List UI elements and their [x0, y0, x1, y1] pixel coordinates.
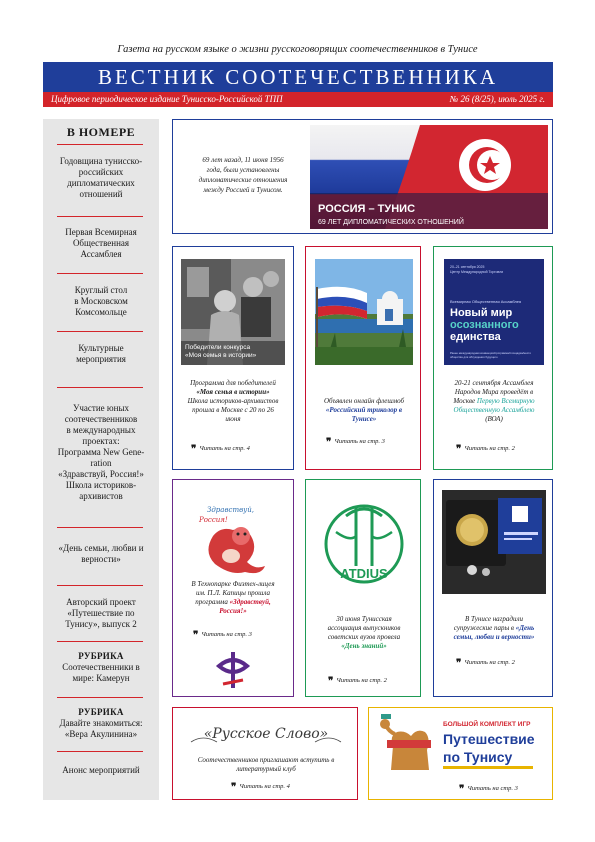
- svg-text:Здравствуй,: Здравствуй,: [207, 506, 254, 514]
- card7-text: Соотечественников приглашают вступить в литературный клуб: [197, 756, 335, 773]
- card4-text: В Технопарке Физтех-лицея им. П.Л. Капицы прошла программа «Здравствуй, Россия!»: [191, 580, 275, 615]
- publisher-line: Цифровое периодическое издание Тунисско-Российской ТПП: [51, 94, 283, 104]
- svg-text:Путешествие: Путешествие: [443, 731, 535, 747]
- overlay-line-1: Победители конкурса: [185, 344, 251, 351]
- issue-number: № 26 (8/25), июль 2025 г.: [449, 94, 545, 104]
- card-knowledge-day[interactable]: [305, 479, 421, 697]
- svg-text:Россия!: Россия!: [199, 516, 228, 524]
- svg-text:по Тунису: по Тунису: [443, 749, 513, 765]
- svg-text:ATDIUS: ATDIUS: [340, 566, 388, 581]
- card6-readmore[interactable]: ❞ Читать на стр. 2: [456, 658, 515, 669]
- card1-text: Программа для победителей «Моя семья в истории» Школа историков-архивистов прошла в Москве с 20 по 26 июня: [187, 379, 279, 423]
- banner-subtitle: 69 ЛЕТ ДИПЛОМАТИЧЕСКИХ ОТНОШЕНИЙ: [318, 219, 464, 226]
- sidebar-item-youth-projects[interactable]: Участие юных соотечественников в международных проектах: Программа New Gene- ration «Здравствуй, Россия!» Школа историков- архивистов: [57, 403, 145, 501]
- card3-readmore[interactable]: ❞ Читать на стр. 2: [456, 444, 515, 455]
- photo-medals: [442, 490, 546, 594]
- logo-atdius: [316, 492, 412, 592]
- card7-readmore[interactable]: ❞ Читать на стр. 4: [231, 782, 290, 793]
- card-literary-club[interactable]: [172, 707, 358, 800]
- poster-assembly: 20–21 сентября 2025 Центр Международной Торговли Всемирная Общественная Ассамблея Новый мир осознанного единства Ранее международная конвенция/программа/площадка/место общества для обсуждения будущего: [444, 259, 544, 365]
- sidebar-contents: [43, 119, 159, 800]
- overlay-line-2: «Моя семья в истории»: [185, 352, 257, 359]
- card-hello-russia[interactable]: [172, 479, 294, 697]
- sidebar-item-assembly[interactable]: Первая Всемирная Общественная Ассамблея: [65, 227, 137, 259]
- masthead-title: ВЕСТНИК СООТЕЧЕСТВЕННИКА: [43, 62, 553, 92]
- tagline: Газета на русском языке о жизни русскоговорящих соотечественников в Тунисе: [117, 44, 478, 55]
- svg-text:БОЛЬШОЙ КОМПЛЕКТ ИГР: БОЛЬШОЙ КОМПЛЕКТ ИГР: [443, 721, 531, 728]
- card1-readmore[interactable]: ❞ Читать на стр. 4: [191, 444, 250, 455]
- card3-text: 20-21 сентября Ассамблея Народов Мира проведёт в Москве Первую Всемирную Общественную Ассамблею (ВОА): [453, 379, 535, 423]
- featured-card[interactable]: [172, 119, 553, 234]
- photo-flag-tunisia: [315, 259, 413, 365]
- sidebar-item-travel-project[interactable]: Авторский проект «Путешествие по Тунису», выпуск 2: [65, 597, 137, 629]
- sidebar-item-akulinina[interactable]: РУБРИКА Давайте знакомиться: «Вера Акулинина»: [59, 707, 143, 739]
- sidebar-item-culture[interactable]: Культурные мероприятия: [76, 343, 126, 364]
- sidebar-item-events[interactable]: Анонс мероприятий: [62, 765, 140, 775]
- card-family-history[interactable]: [172, 246, 294, 470]
- game-banner: [371, 710, 550, 778]
- card8-readmore[interactable]: ❞ Читать на стр. 3: [459, 784, 518, 795]
- banner-title: РОССИЯ – ТУНИС: [318, 203, 416, 215]
- card-tricolor-flashmob[interactable]: [305, 246, 421, 470]
- svg-text:«Русское Слово»: «Русское Слово»: [203, 726, 329, 742]
- sidebar-item-family-day[interactable]: «День семьи, любви и верности»: [58, 543, 144, 564]
- sidebar-item-cameroon[interactable]: РУБРИКА Соотечественники в мире: Камерун: [62, 651, 140, 683]
- logo-hello-russia: [185, 496, 283, 576]
- issue-bar: [43, 92, 553, 107]
- featured-text: 69 лет назад, 11 июня 1956 года, были установлены дипломатические отношения между Россией и Тунисом.: [198, 156, 288, 194]
- photo-winners: [181, 259, 285, 365]
- card5-text: 30 июня Тунисская ассоциация выпускников советских вузов провела «День знаний»: [327, 615, 401, 650]
- russia-tunisia-banner: [310, 125, 548, 229]
- card2-readmore[interactable]: ❞ Читать на стр. 3: [326, 437, 385, 448]
- card2-text: Объявлен онлайн флешмоб «Российский триколор в Тунисе»: [323, 397, 405, 423]
- sidebar-item-round-table[interactable]: Круглый стол в Московском Комсомольце: [74, 285, 128, 317]
- card-world-assembly[interactable]: [433, 246, 553, 470]
- card5-readmore[interactable]: ❞ Читать на стр. 2: [328, 676, 387, 687]
- sidebar-item-anniversary[interactable]: Годовщина тунисско- российских дипломатических отношений: [59, 156, 143, 199]
- sidebar-heading: В НОМЕРЕ: [66, 125, 136, 139]
- card-family-awards[interactable]: [433, 479, 553, 697]
- card6-text: В Тунисе наградили супружеские пары в «День семьи, любви и верности»: [453, 615, 535, 641]
- logo-phystech-icon: [215, 650, 251, 690]
- card4-readmore[interactable]: ❞ Читать на стр. 3: [193, 630, 252, 641]
- logo-russkoe-slovo: [183, 716, 349, 750]
- card-tunisia-game[interactable]: [368, 707, 553, 800]
